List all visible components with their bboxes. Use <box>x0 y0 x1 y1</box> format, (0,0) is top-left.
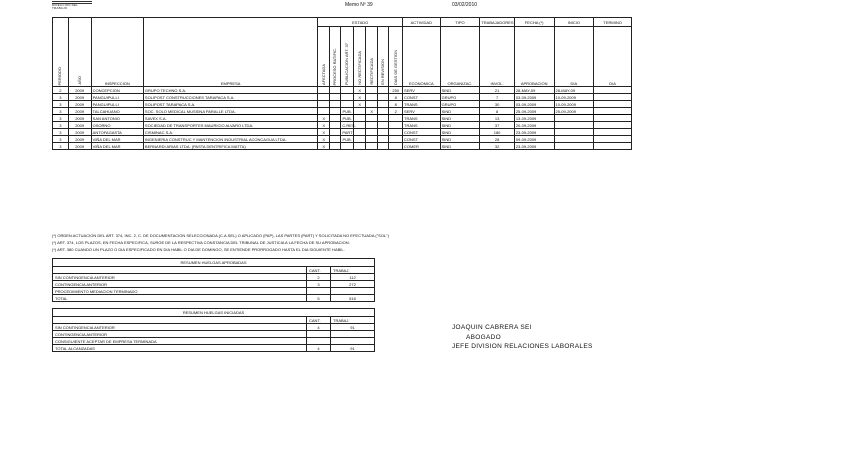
cell-trab: 30 <box>480 101 514 108</box>
cell-revision <box>377 122 388 129</box>
cell-empresa: SOLIPOST TARAPACA S.A. <box>143 101 318 108</box>
cell-revision <box>377 101 388 108</box>
cell-inspeccion: VIÑA DEL MAR <box>91 143 143 150</box>
cell-dias: 2 <box>389 108 403 115</box>
cell-fecha: 20-09-2009 <box>514 122 554 129</box>
cell-termino <box>594 122 632 129</box>
table-row <box>53 87 632 94</box>
summary-label: SIN CONTINGENCIA ANTERIOR <box>53 274 307 281</box>
cell-inicio <box>554 136 594 143</box>
cell-actividad: CONST <box>403 94 441 101</box>
cell-ano: 2009 <box>68 94 91 101</box>
cell-proceso <box>329 129 340 136</box>
summary-label: PROCEDIMIENTO MEDIACION TERMINADO <box>53 288 307 295</box>
cell-inicio: 10-09-2009 <box>554 94 594 101</box>
col-periodo: PERIODO <box>53 18 69 87</box>
cell-inicio: 25-09-2009 <box>554 108 594 115</box>
table-row <box>53 101 632 108</box>
summary-trab <box>331 288 375 295</box>
cell-tipo: SIND <box>440 115 480 122</box>
table-row <box>53 136 632 143</box>
summary-label: CONTINGENCIA ANTERIOR <box>53 331 307 338</box>
cell-rect <box>366 129 377 136</box>
cell-ano: 2009 <box>68 115 91 122</box>
cell-revision <box>377 136 388 143</box>
cell-tipo: SIND <box>440 108 480 115</box>
cell-revision <box>377 94 388 101</box>
cell-revision <box>377 129 388 136</box>
cell-fecha: 03-09-2009 <box>514 101 554 108</box>
cell-rect <box>366 143 377 150</box>
summary-row <box>53 345 375 352</box>
cell-ano: 2009 <box>68 101 91 108</box>
cell-rect <box>366 94 377 101</box>
summary-trab: 516 <box>331 295 375 302</box>
cell-termino <box>594 136 632 143</box>
summary-started-title: RESUMEN HUELGAS INICIADAS <box>53 309 375 317</box>
cell-publicacion <box>341 143 354 150</box>
cell-termino <box>594 108 632 115</box>
cell-empresa: BERNARDI ARIAS LTDA. (PASTA DENTRIFICA MATTA) <box>143 143 318 150</box>
sub-inicio: DIA <box>554 27 594 87</box>
cell-no_rect <box>353 108 366 115</box>
summary-trab: 112 <box>331 274 375 281</box>
document-date: 03/02/2010 <box>452 2 478 8</box>
cell-no_rect <box>353 136 366 143</box>
cell-proceso <box>329 143 340 150</box>
cell-revision <box>377 87 388 94</box>
col-empresa: EMPRESA <box>143 18 318 87</box>
cell-tipo: SIND <box>440 122 480 129</box>
cell-periodo: 3 <box>53 143 69 150</box>
summary-cant: 4 <box>307 345 331 352</box>
summary-cant-header: CANT. <box>307 317 331 324</box>
cell-termino <box>594 87 632 94</box>
cell-trab: 13 <box>480 115 514 122</box>
table-row <box>53 143 632 150</box>
cell-dias <box>389 115 403 122</box>
cell-dias <box>389 122 403 129</box>
cell-trab: 7 <box>480 94 514 101</box>
cell-fecha: 03-09-2009 <box>514 94 554 101</box>
summary-cant: 4 <box>307 324 331 331</box>
summary-cant <box>307 338 331 345</box>
cell-actividad: TRANS <box>403 122 441 129</box>
cell-no_rect: X <box>353 94 366 101</box>
cell-no_rect <box>353 129 366 136</box>
cell-rect: X <box>366 108 377 115</box>
cell-periodo: 2 <box>53 87 69 94</box>
sub-actividad: ECONOMICA <box>403 27 441 87</box>
cell-proceso <box>329 122 340 129</box>
cell-proceso <box>329 108 340 115</box>
cell-publicacion: PART <box>342 129 353 135</box>
cell-actividad: TRANS <box>403 101 441 108</box>
cell-trab: 32 <box>480 143 514 150</box>
cell-inicio: 10-09-2009 <box>554 101 594 108</box>
col-actividad: ACTIVIDAD <box>403 18 441 27</box>
table-row <box>53 129 632 136</box>
cell-inicio: 28-MAY-09 <box>554 87 594 94</box>
table-row <box>53 115 632 122</box>
cell-inspeccion: OSORNO <box>91 122 143 129</box>
cell-afectada: X <box>318 136 329 143</box>
cell-dias <box>389 129 403 136</box>
col-proceso-ratific: PROCESO RATIFIC. <box>329 27 340 87</box>
cell-publicacion <box>341 87 354 94</box>
summary-trab: 91 <box>331 345 375 352</box>
cell-fecha: 25-09-2009 <box>514 108 554 115</box>
cell-publicacion <box>341 101 354 108</box>
cell-inspeccion: VIÑA DEL MAR <box>91 136 143 143</box>
memo-number: Memo Nº 39 <box>345 2 373 8</box>
footnote: (*) ART. 374, LOS PLAZOS, EN FECHA ESPECIFICA, SURGE DE LA RESPECTIVA CONSTANCIA DEL TRIBUNAL DE JUSTICIA A LA FECHA DE SU APROBACION. <box>52 240 350 245</box>
summary-row <box>53 295 375 302</box>
cell-termino <box>594 115 632 122</box>
summary-trab <box>331 338 375 345</box>
cell-afectada <box>318 108 329 115</box>
cell-inspeccion: SAN ANTONIO <box>91 115 143 122</box>
cell-publicacion <box>341 94 354 101</box>
cell-rect <box>366 122 377 129</box>
summary-row <box>53 324 375 331</box>
cell-dias: 8 <box>389 101 403 108</box>
col-tipo: TIPO <box>440 18 480 27</box>
cell-inspeccion: PANGUIPULLI <box>91 94 143 101</box>
cell-termino <box>594 129 632 136</box>
cell-actividad: SERV <box>403 87 441 94</box>
cell-inicio <box>554 122 594 129</box>
cell-dias <box>389 136 403 143</box>
cell-inspeccion: TALCAHUANO <box>91 108 143 115</box>
footnote: (*) ART. 380 CUANDO UN PLAZO O DIA ESPECIFICADO EN DIA HABIL O DIA DE DOMINGO, SE ENTIENDE PRORROGADO HASTA EL DIA SIGUIENTE HABIL. <box>52 247 345 252</box>
footnote: (*) ORDEN ACTUACION DEL ART. 374, INC. 2, C. DE DOCUMENTACION SELECCIONADA (C.A.SEL) O APLICADO (PAP), LAS PARTES (PART) Y SOLICITADA NO EFECTUADA ("SOL") <box>52 233 389 238</box>
summary-label: SIN CONTINGENCIA ANTERIOR <box>53 324 307 331</box>
summary-row <box>53 338 375 345</box>
cell-afectada: X <box>318 129 329 136</box>
cell-fecha: 28-MAY-09 <box>514 87 554 94</box>
cell-proceso <box>329 115 340 122</box>
cell-periodo: 3 <box>53 108 69 115</box>
cell-termino <box>594 101 632 108</box>
cell-empresa: INGENIERIA CONSTRUC Y MANTENCION INDUSTRIAL ACONCAGUA LTDA. <box>143 136 318 143</box>
cell-termino <box>594 143 632 150</box>
estado-group-header: ESTADO <box>318 18 403 27</box>
cell-tipo: GRUPO <box>440 101 480 108</box>
col-inicio: INICIO <box>554 18 594 27</box>
cell-dias <box>389 143 403 150</box>
cell-fecha: 13-09-2009 <box>514 115 554 122</box>
institution-logo <box>52 0 92 10</box>
cell-dias: 8 <box>389 94 403 101</box>
cell-tipo: SIND <box>440 143 480 150</box>
cell-afectada <box>318 94 329 101</box>
summary-trab-header: TRABAJ. <box>331 317 375 324</box>
cell-afectada: X <box>318 115 329 122</box>
footnotes <box>52 232 452 253</box>
sub-termino: DIA <box>594 27 632 87</box>
cell-afectada <box>318 87 329 94</box>
cell-ano: 2009 <box>68 87 91 94</box>
summary-row <box>53 281 375 288</box>
cell-tipo: SIND <box>440 136 480 143</box>
cell-trab: 180 <box>480 129 514 136</box>
signatory-title: ABOGADO <box>466 334 501 341</box>
summary-label: TOTAL <box>53 295 307 302</box>
table-row <box>53 122 632 129</box>
cell-inicio <box>554 129 594 136</box>
cell-proceso <box>329 94 340 101</box>
table-row <box>53 94 632 101</box>
summary-approved-title: RESUMEN HUELGAS APROBADAS <box>53 259 375 267</box>
cell-inspeccion: CONCEPCION <box>91 87 143 94</box>
cell-ano: 2009 <box>68 129 91 136</box>
cell-periodo: 3 <box>53 94 69 101</box>
cell-actividad: CONST <box>403 136 441 143</box>
summary-label: CONTINGENCIA ANTERIOR <box>53 281 307 288</box>
signatory-position: JEFE DIVISION RELACIONES LABORALES <box>452 343 593 350</box>
cell-ano: 2009 <box>68 143 91 150</box>
cell-revision <box>377 108 388 115</box>
cell-actividad: TRANS <box>403 115 441 122</box>
cell-publicacion: PUB. <box>342 115 352 121</box>
cell-periodo: 3 <box>53 129 69 136</box>
cell-publicacion: PUB. <box>342 108 352 114</box>
cell-trab: 21 <box>480 87 514 94</box>
cell-actividad: SERV <box>403 108 441 115</box>
col-publicacion: PUBLICACION ART. 37 <box>341 27 354 87</box>
cell-empresa: GRUPO TECHNO S.A. <box>143 87 318 94</box>
cell-periodo: 3 <box>53 101 69 108</box>
cell-inicio <box>554 115 594 122</box>
summary-cant <box>307 331 331 338</box>
col-ano: AÑO <box>68 18 91 87</box>
cell-empresa: SOLIPOST CONSTRUCCIONES TARAPACA S.A. <box>143 94 318 101</box>
col-dias-gestion: DIAS DE GESTION <box>389 27 403 87</box>
col-termino: TERMINO <box>594 18 632 27</box>
summary-row <box>53 331 375 338</box>
summary-approved-table <box>52 258 375 302</box>
summary-trab <box>331 331 375 338</box>
strikes-table <box>52 17 632 150</box>
col-afectada: AFECTADA <box>318 27 329 87</box>
summary-cant <box>307 288 331 295</box>
cell-fecha: 23-09-2009 <box>514 129 554 136</box>
cell-rect <box>366 115 377 122</box>
sub-tipo: ORGANIZAC. <box>440 27 480 87</box>
summary-cant: 3 <box>307 281 331 288</box>
cell-rect <box>366 87 377 94</box>
col-en-revision: EN REVISION <box>377 27 388 87</box>
cell-publicacion: PUB. <box>342 136 352 142</box>
cell-no_rect: X <box>353 101 366 108</box>
cell-tipo: SIND <box>440 87 480 94</box>
cell-ano: 2009 <box>68 108 91 115</box>
cell-trab: 37 <box>480 122 514 129</box>
summary-trab-header: TRABAJ. <box>331 267 375 274</box>
col-fecha: FECHA (*) <box>514 18 554 27</box>
signatory-name: JOAQUIN CABRERA SEI <box>452 324 532 331</box>
cell-inspeccion: PANGUIPULLI <box>91 101 143 108</box>
cell-empresa: SOCIEDAD DE TRANSPORTES MAURICIO ALVARO LTDA. <box>143 122 318 129</box>
col-rectificada: RECTIFICADA <box>366 27 377 87</box>
cell-afectada: X <box>318 143 329 150</box>
cell-inicio <box>554 143 594 150</box>
cell-no_rect: X <box>353 87 366 94</box>
cell-no_rect <box>353 115 366 122</box>
sub-trabajadores: INVOL. <box>480 27 514 87</box>
summary-label: TOTAL ALCANZADAS <box>53 345 307 352</box>
cell-tipo: GRUPO <box>440 94 480 101</box>
summary-cant: 5 <box>307 295 331 302</box>
cell-fecha: 23-09-2009 <box>514 143 554 150</box>
cell-publicacion: C.RES. <box>342 122 356 128</box>
summary-trab: 91 <box>331 324 375 331</box>
cell-ano: 2009 <box>68 136 91 143</box>
summary-row <box>53 274 375 281</box>
cell-dias: 250 <box>389 87 403 94</box>
summary-trab: 272 <box>331 281 375 288</box>
cell-empresa: SAVEX S.A. <box>143 115 318 122</box>
col-no-rectificada: NO RECTIFICADA <box>353 27 366 87</box>
summary-cant-header: CANT. <box>307 267 331 274</box>
cell-empresa: SOC. SOLO MEDICAL MUSSINA PARALLE LTDA. <box>143 108 318 115</box>
logo-label: DIRECCION DEL TRABAJO <box>52 3 78 10</box>
cell-actividad: CONST <box>403 129 441 136</box>
cell-afectada: X <box>318 122 329 129</box>
summary-row <box>53 288 375 295</box>
cell-empresa: CISMINAC S.A. <box>143 129 318 136</box>
summary-started-table <box>52 308 375 352</box>
cell-afectada <box>318 101 329 108</box>
cell-rect <box>366 101 377 108</box>
table-row <box>53 108 632 115</box>
cell-fecha: 09-09-2009 <box>514 136 554 143</box>
sub-fecha: APROBACION <box>514 27 554 87</box>
cell-ano: 2009 <box>68 122 91 129</box>
cell-periodo: 3 <box>53 122 69 129</box>
cell-periodo: 3 <box>53 136 69 143</box>
cell-trab: 8 <box>480 108 514 115</box>
cell-trab: 28 <box>480 136 514 143</box>
summary-cant: 2 <box>307 274 331 281</box>
cell-periodo: 3 <box>53 115 69 122</box>
cell-revision <box>377 115 388 122</box>
cell-inspeccion: ANTOFAGASTA <box>91 129 143 136</box>
cell-proceso <box>329 136 340 143</box>
col-inspeccion: INSPECCION <box>91 18 143 87</box>
cell-tipo: SIND <box>440 129 480 136</box>
cell-proceso <box>329 87 340 94</box>
summary-label: CONSIGUIENTE ACEPTAR DE EMPRESA TERMINADA <box>53 338 307 345</box>
cell-actividad: COMER <box>403 143 441 150</box>
cell-rect <box>366 136 377 143</box>
cell-no_rect <box>353 143 366 150</box>
col-trabajadores: TRABAJADORES <box>481 19 514 25</box>
cell-termino <box>594 94 632 101</box>
cell-revision <box>377 143 388 150</box>
cell-proceso <box>329 101 340 108</box>
